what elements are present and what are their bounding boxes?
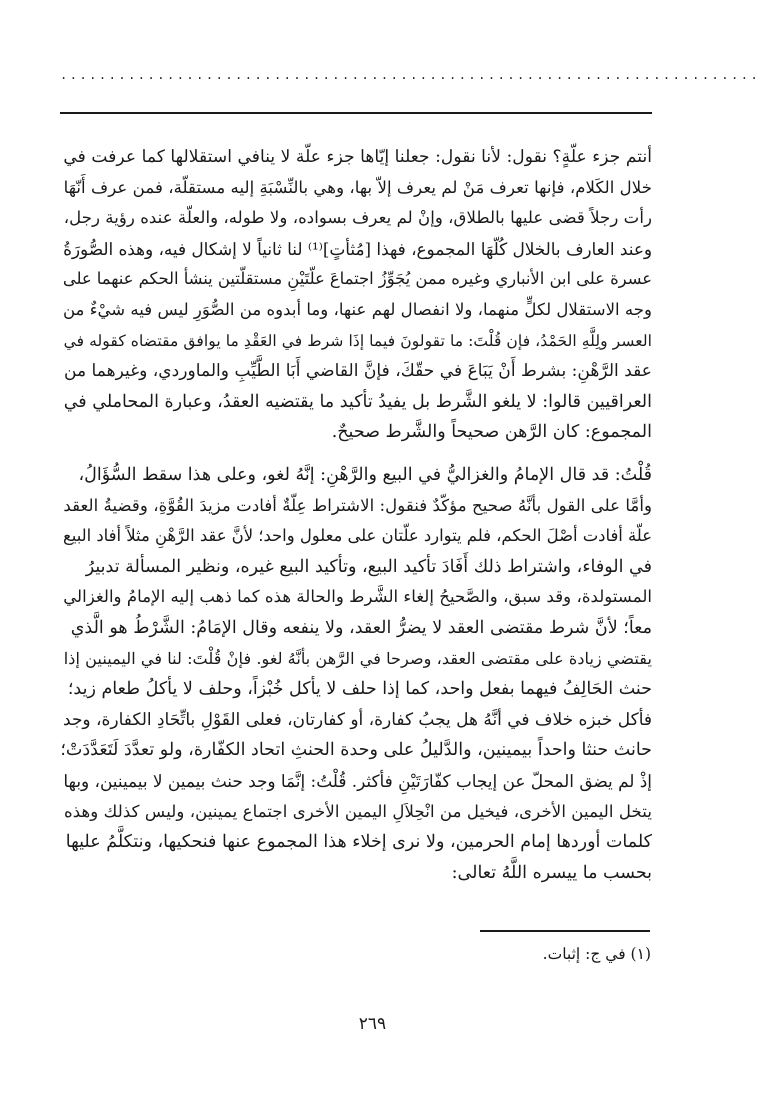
- footnote: (١) في ج: إثبات.: [542, 945, 651, 963]
- paragraph-2: [60, 460, 652, 888]
- text-line: في الوفاء، واشتراط ذلك أَفَادَ تأكيد البيع، وتأكيد البيع غيره، ونظير المسألة تدبيرُ: [85, 556, 652, 577]
- text-line: إذْ لم يضق المحلّ عن إيجاب كفّارَتَيْنِ فأكثر. قُلْتُ: إنَّمَا وجد حنث بيمين لا بيمينين، وبها: [63, 770, 652, 791]
- main-text: [60, 142, 652, 888]
- text-line: فأكل خبزه خلاف في أنَّهُ هل يجبُ كفارة، أو كفارتان، فعلى القَوْلِ باتِّحَادِ الكفارة، وجد: [63, 709, 652, 730]
- text-line: العراقيين قالوا: لا يلغو الشَّرط بل يفيدُ تأكيد ما يقتضيه العقدُ، وعبارة المحاملي في: [63, 391, 652, 412]
- text-line: وعند العارف بالخلال كُلّهَا المجموع، فهذا [مُثأتٍ]⁽¹⁾ لنا ثانياً لا إشكال فيه، وهذه الصُّورَةُ: [63, 238, 652, 259]
- text-line: المجموع: كان الرَّهن صحيحاً والشَّرط صحيحٌ.: [331, 422, 652, 443]
- text-line: وجه الاستقلال لكلٍّ منهما، ولا انفصال لهم عنها، وما أبدوه من الصُّوَرِ ليس فيه شيْءٌ من: [62, 299, 652, 319]
- text-line: يتخل اليمين الأخرى، فيخيل من انْحِلاَلِ اليمين الأخرى اجتماع يمينين، وليس كذلك وهذه: [63, 801, 652, 822]
- page-number: ٢٦٩: [358, 1014, 387, 1034]
- text-line: معاً؛ لأنَّ شرط مقتضى العقد لا يضرُّ العقد، ولا ينفعه وقال الإمَامُ: الشَّرْطُ هو الَّذي: [70, 617, 652, 638]
- text-line: عقد الرَّهْنِ: بشرط أَنْ يَبَاعَ في حقّكَ، فإنَّ القاضي أَبَا الطَّيِّبِ والماوردي، وغيرهما من: [63, 361, 652, 382]
- text-line: بحسب ما ييسره اللَّهُ تعالى:: [451, 862, 652, 883]
- text-line: خلال الكَلام، فإنها تعرف مَنْ لم يعرف إلاّ بها، وهي بالنِّسْبَةِ إليه مستقلّة، فمن عرف أَنّهَا: [63, 177, 652, 197]
- header-dotted-rule: ........................................................................: [60, 68, 760, 82]
- text-line: رأت رجلاً قضى عليها بالطلاق، وإنْ لم يعرف بسواده، ولا طوله، والعلّة عنده رؤية رجل،: [63, 208, 652, 228]
- text-line: العسر ولِلَّهِ الحَمْدُ، فإن قُلْتَ: ما تقولونَ فيما إذَا شرط في العَقْدِ ما يوافق مقتضاه كقوله في: [63, 330, 652, 350]
- paragraph-1: [60, 142, 652, 448]
- text-line: حنث الحَالِفُ فيهما بفعل واحد، كما إذا حلف لا يأكل خُبْزاً، وحلف لا يأكلُ طعام زيد؛: [67, 679, 652, 700]
- text-line: علّة أفادت أصْلَ الحكم، فلم يتوارد علّتان على معلول واحد؛ لأنَّ عقد الرَّهْنِ مثلاً أفاد البيع: [63, 526, 652, 546]
- text-line: كلمات أوردها إمام الحرمين، ولا نرى إخلاء هذا المجموع عنها فنحكيها، ونتكلَّمُ عليها: [65, 832, 652, 853]
- text-line: وأمَّا على القول بأنَّهُ صحيح مؤكّدٌ فنقول: الاشتراط عِلّةٌ أفادت مزيدَ القُوَّةِ، وقضيةُ العقد: [63, 495, 652, 515]
- footnote-rule: [480, 930, 650, 932]
- text-line: عسرة على ابن الأنباري وغيره ممن يُجَوِّزُ اجتماعَ علّتَيْنِ مستقلّتين ينشأ الحكم عنهما على: [62, 269, 652, 289]
- text-line: قُلْتُ: قد قال الإمامُ والغزاليُّ في البيع والرَّهْنِ: إنَّهُ لغو، وعلى هذا سقط السُّؤَالُ،: [78, 464, 652, 485]
- header-rule: [60, 112, 652, 114]
- text-line: المستولدة، وقد سبق، والصَّحيحُ إلغاء الشَّرط والحالة هذه كما ذهب إليه الإمامُ والغزالي: [63, 587, 652, 607]
- text-line: يقتضي زيادة على مقتضى العقد، وصرحا في الرَّهن بأنَّهُ لغو. فإنْ قُلْتَ: لنا في اليمينين إذا: [63, 648, 652, 668]
- text-line: حانث حنثا واحداً بيمينين، والدَّليلُ على وحدة الحنثِ اتحاد الكفّارة، ولو تعدَّدَ لَتَعَدَّدَتْ؛: [60, 740, 652, 761]
- text-line: أنتم جزء علّةٍ؟ نقول: لأنا نقول: جعلنا إيّاها جزء علّة لا ينافي استقلالها كما عرفت في: [63, 147, 652, 167]
